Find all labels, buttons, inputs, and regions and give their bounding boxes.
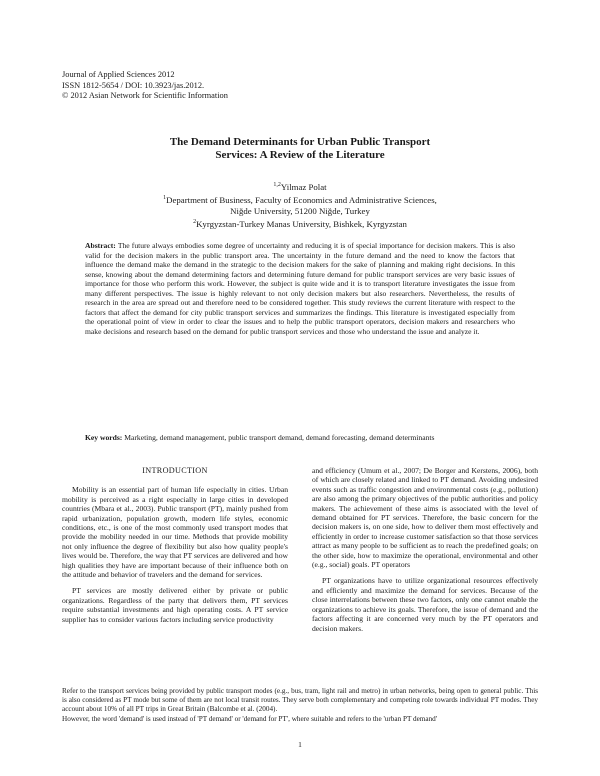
journal-info [62, 70, 228, 102]
journal-issn-doi: ISSN 1812-5654 / DOI: 10.3923/jas.2012. [62, 80, 205, 90]
paper-title-line1: The Demand Determinants for Urban Public Transport [169, 136, 431, 148]
author-name-line: $^{1,2}$Yilmaz Polat [273, 181, 327, 192]
author-affiliation-2: Niğde University, 51200 Niğde, Turkey [230, 206, 370, 217]
footnote-2: However, the word 'demand' is used instead of 'PT demand' or 'demand for PT', where suitable and refers to the 'urban PT demand' [62, 715, 438, 723]
keywords-text: Marketing, demand management, public transport demand, demand forecasting, demand determinants [124, 433, 435, 442]
abstract [85, 241, 515, 336]
author-name: Yilmaz Polat [280, 181, 327, 192]
journal-copyright: © 2012 Asian Network for Scientific Information [62, 91, 228, 101]
paper-title-line2: Services: A Review of the Literature [215, 149, 385, 161]
body-paragraph: Mobility is an essential part of human life especially in cities. Urban mobility is perceived as a right especially in large cities in developed countries (Mbara et al., 2003). Public transport (PT), mainly pushed from rapid urbanization, population growth, modern life styles, economic conditions, etc., is one of the most commonly used transport modes that provide the mobility needed in our time. Methods that provide mobility not only influence the degree of flexibility but also how quality people's lives would be. Therefore, the way that PT services are delivered and how high qualities they have are important because of their influence both on the attitude and behavior of travelers and the demand for services. [62, 485, 288, 580]
body-paragraph: and efficiency (Umum et al., 2007; De Borger and Kerstens, 2006), both of which are closely related and linked to PT demand. Avoiding undesired events such as traffic congestion and environmental costs (e.g., pollution) are also among the primary objectives of the public authorities and policy makers. The achievement of these aims is associated with the level of demand obtained for PT services. Therefore, the basic concern for the decision makers is, on one side, how to deliver them most effectively and efficiently in order to increase customer satisfaction so that those services attract as many people to be sufficient as to reach the predefined goals; on the other side, how to maximize the operational, environmental and other (e.g., social) goals. PT operators [312, 466, 538, 570]
introduction-heading: INTRODUCTION [142, 466, 208, 475]
abstract-text: The future always embodies some degree of uncertainty and reducing it is of special importance for decision makers. This is also valid for the decision makers in the public transport area. The uncertainty in the future demand and the need to know the factors that influence the demand make the demand in the strategic to the decision makers for the sake of planning and making right decisions. In this sense, knowing about the demand determining factors and determining future demand for public transport services are very basic issues of importance for those who perform this work. However, the subject is quite wide and it is to transport literature investigates the issue from many different perspectives. The issue is highly relevant to not only decision makers but also researchers. Nevertheless, the results of research in the area are spread out and therefore need to be considered together. This study reviews the current literature with respect to the factors that affect the demand for city public transport services and summarizes the findings. This literature is investigated especially from the operational point of view in order to clear the issues and to help the public transport operators, decision makers and researchers who make decisions and research based on the demand for public transport services and those who understand the issue and analyze it. [85, 241, 515, 336]
body-column-left [62, 466, 288, 631]
keywords [85, 433, 515, 443]
journal-citation: Journal of Applied Sciences 2012 [62, 70, 175, 79]
body-paragraph: PT services are mostly delivered either by private or public organizations. Regardless of the party that delivers them, PT services require substantial investments and high operating costs. A PT service supplier has to consider various factors including service productivity [62, 586, 288, 624]
body-paragraph: PT organizations have to utilize organizational resources effectively and efficiently and maximize the demand for services. Because of the close interrelations between these two factors, only one cannot enable the organizations to achieve its goals. Therefore, the issue of demand and the factors affecting it are concerned very much by the PT operators and decision makers. [312, 576, 538, 633]
keywords-label: Key words: [85, 433, 123, 442]
page-number: 1 [298, 740, 302, 749]
author-affiliation-1: $^1$Department of Business, Faculty of Economics and Administrative Sciences, [163, 195, 437, 206]
abstract-label: Abstract: [85, 241, 116, 250]
footnote-1: Refer to the transport services being provided by public transport modes (e.g., bus, tram, light rail and metro) in urban networks, being open to general public. This is also considered as PT mode but some of them are not local transit routes. They serve both complementary and competing role towards individual PT modes. They account about 10% of all PT trips in Great Britain (Balcombe et al. (2004). [62, 687, 538, 713]
body-column-right [312, 466, 538, 640]
author-block [62, 180, 538, 231]
footnotes [62, 687, 538, 725]
paper-title [62, 136, 538, 162]
author-affiliation-3: $^2$Kyrgyzstan-Turkey Manas University, Bishkek, Kyrgyzstan [193, 219, 407, 230]
